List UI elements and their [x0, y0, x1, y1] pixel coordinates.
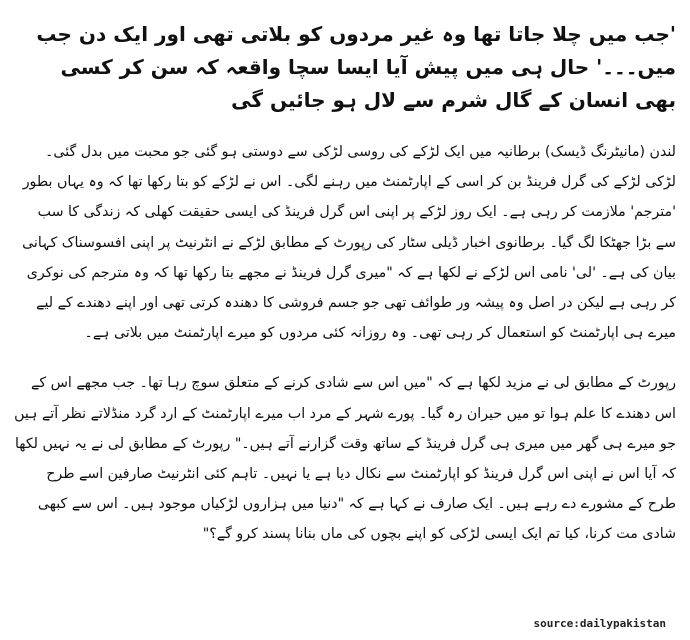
article	[14, 18, 676, 623]
source-credit: source:dailypakistan	[533, 617, 666, 630]
article-paragraph-1: لندن (مانیٹرنگ ڈیسک) برطانیہ میں ایک لڑکے کی روسی لڑکی سے دوستی ہو گئی جو محبت میں بدل گئی۔ لڑکی لڑکے کی گرل فرینڈ بن کر اسی کے اپارٹمنٹ میں رہنے لگی۔ اس نے لڑکے کو بتا رکھا تھا کہ وہ یہاں بطور 'مترجم' ملازمت کر رہی ہے۔ ایک روز لڑکے پر اپنی اس گرل فرینڈ کی ایسی حقیقت کھلی کہ زندگی کا سب سے بڑا جھٹکا لگ گیا۔ برطانوی اخبار ڈیلی سٹار کی رپورٹ کے مطابق لڑکے نے انٹرنیٹ پر اپنی افسوسناک کہانی بیان کی ہے۔ 'لی' نامی اس لڑکے نے لکھا ہے کہ "میری گرل فرینڈ نے مجھے بتا رکھا تھا کہ وہ مترجم کی نوکری کر رہی ہے لیکن در اصل وہ پیشہ ور طوائف تھی جو جسم فروشی کا دھندہ کرتی تھی اور اپنے دھندے کے لیے میرے ہی اپارٹمنٹ کو استعمال کر رہی تھی۔ وہ روزانہ کئی مردوں کو میرے اپارٹمنٹ میں بلاتی ہے۔	[22, 144, 676, 342]
article-paragraph-2: رپورٹ کے مطابق لی نے مزید لکھا ہے کہ "میں اس سے شادی کرنے کے متعلق سوچ رہا تھا۔ جب مجھے اس کے اس دھندے کا علم ہوا تو میں حیران رہ گیا۔ پورے شہر کے مرد اب میرے اپارٹمنٹ کے ارد گرد منڈلاتے نظر آتے ہیں جو میرے ہی گھر میں میری ہی گرل فرینڈ کے ساتھ وقت گزارنے آتے ہیں۔" رپورٹ کے مطابق لی نے یہ نہیں لکھا کہ آیا اس نے اپنی اس گرل فرینڈ کو اپارٹمنٹ سے نکال دیا ہے یا نہیں۔ تاہم کئی انٹرنیٹ صارفین اسے طرح طرح کے مشورے دے رہے ہیں۔ ایک صارف نے کہا ہے کہ "دنیا میں ہزاروں لڑکیاں موجود ہیں۔ اس سے کبھی شادی مت کرنا، کیا تم ایک ایسی لڑکی کو اپنے بچوں کی ماں بنانا پسند کرو گے؟"	[14, 375, 676, 543]
article-headline: 'جب میں چلا جاتا تھا وہ غیر مردوں کو بلاتی تھی اور ایک دن جب میں۔۔۔' حال ہی میں پیش آیا ایسا سچا واقعہ کہ سن کر کسی بھی انسان کے گال شرم سے لال ہو جائیں گی	[36, 22, 676, 112]
